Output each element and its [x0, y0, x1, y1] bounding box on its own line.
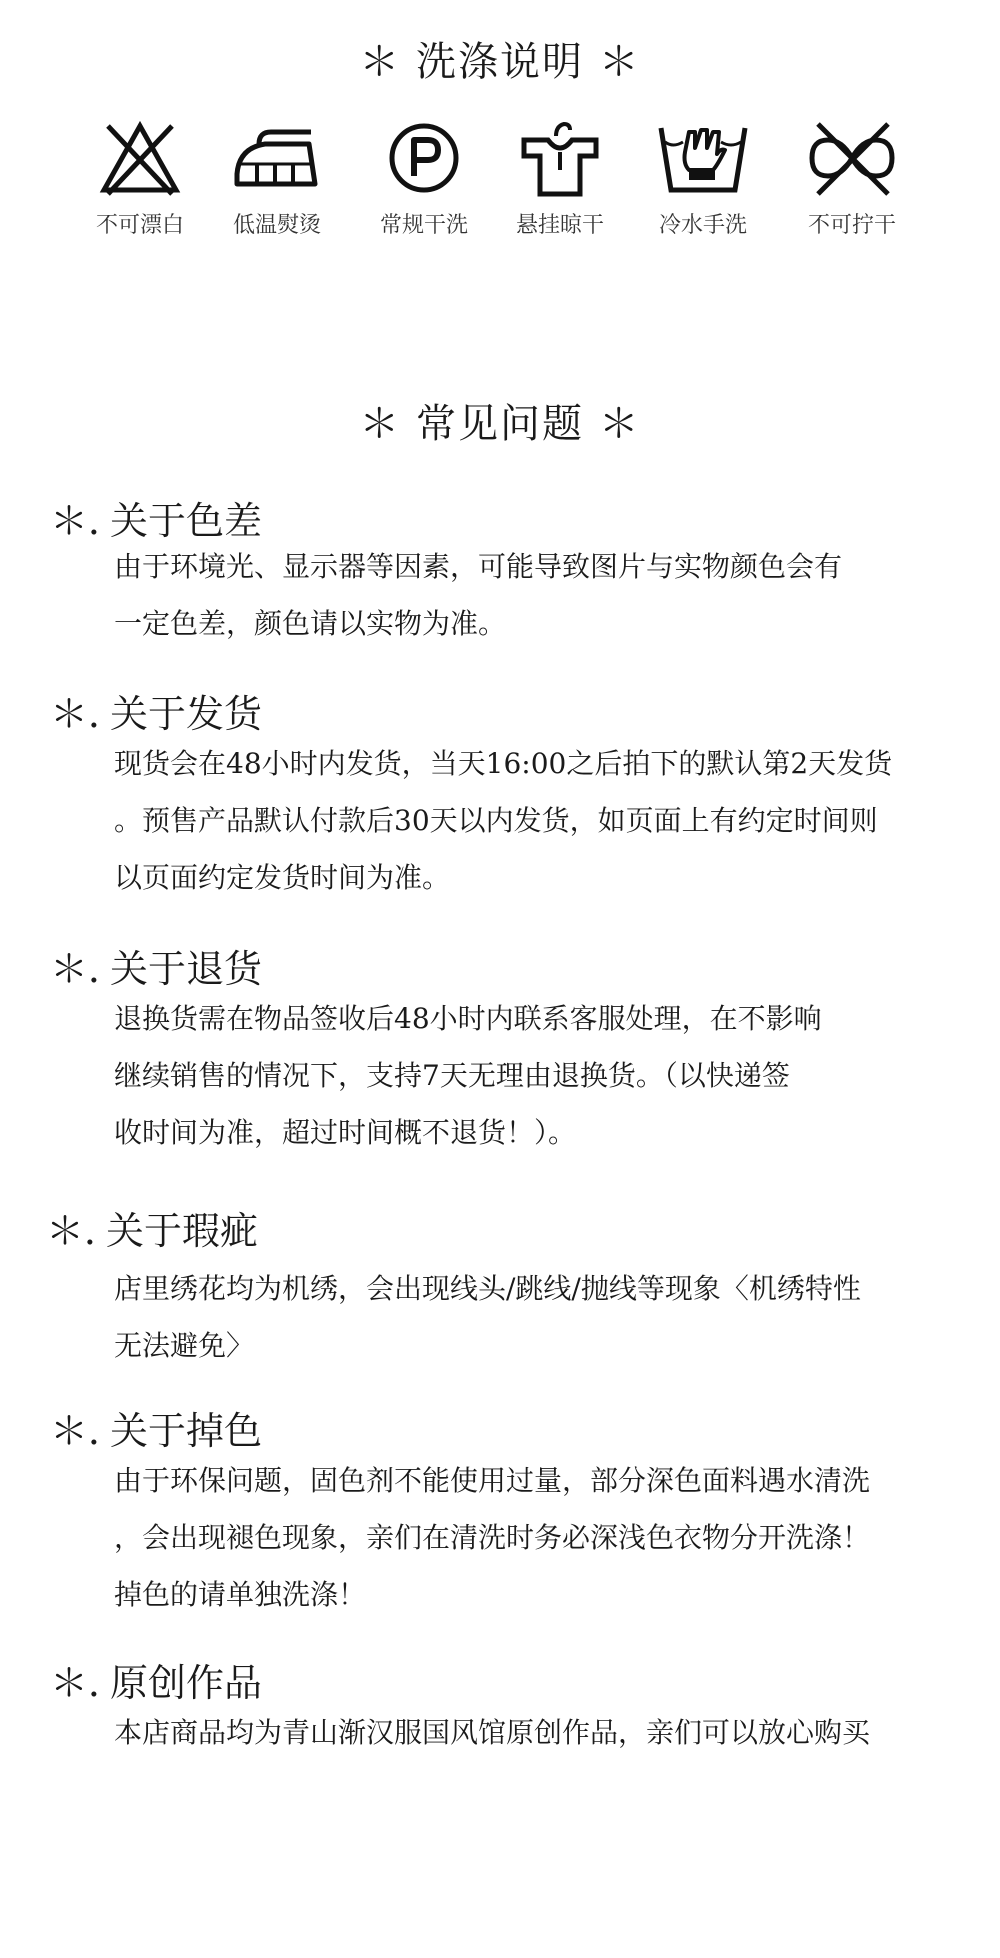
faq-body-line: ，会出现褪色现象，亲们在清洗时务必深浅色衣物分开洗涤！	[114, 1521, 871, 1554]
wash-label: 不可拧干	[807, 213, 896, 238]
faq-body-line: 一定色差，颜色请以实物为准。	[114, 607, 507, 640]
wash-label: 不可漂白	[95, 213, 184, 238]
hang-dry-icon	[512, 118, 608, 198]
faq-heading-text: 关于发货	[110, 692, 263, 736]
faq-heading-text: 关于退货	[110, 947, 263, 991]
faq-body-line: 由于环保问题，固色剂不能使用过量，部分深色面料遇水清洗	[114, 1464, 871, 1497]
wash-label: 低温熨烫	[232, 213, 321, 238]
faq-body	[114, 538, 964, 652]
wash-instructions-title: ＊ 洗涤说明 ＊	[359, 39, 641, 85]
faq-heading	[50, 490, 262, 545]
faq-body-line: 本店商品均为青山渐汉服国风馆原创作品，亲们可以放心购买	[114, 1716, 871, 1749]
faq-heading	[50, 938, 262, 993]
faq-body	[114, 735, 964, 906]
faq-heading	[50, 1652, 262, 1707]
wash-icons-row	[0, 118, 1000, 248]
faq-body-line: 以页面约定发货时间为准。	[114, 861, 451, 894]
faq-body	[114, 990, 964, 1161]
faq-body-line: 继续销售的情况下，支持7天无理由退换货。（以快递签	[114, 1059, 790, 1092]
faq-body	[114, 1260, 964, 1374]
faq-bullet: ＊．	[50, 692, 127, 736]
faq-body	[114, 1452, 964, 1623]
faq-body-line: 现货会在48小时内发货，当天16:00之后拍下的默认第2天发货	[114, 747, 893, 780]
no-wring-icon	[804, 118, 900, 198]
wash-label: 冷水手洗	[658, 213, 747, 238]
low-temp-iron-icon	[229, 118, 325, 198]
faq-body-line: 掉色的请单独洗涤！	[114, 1578, 367, 1611]
wash-item-low-temp-iron	[207, 118, 347, 239]
faq-heading	[50, 1400, 262, 1455]
wash-item-no-bleach	[70, 118, 210, 239]
faq-body-line: 收时间为准，超过时间概不退货！）。	[114, 1116, 577, 1149]
faq-heading-text: 关于瑕疵	[106, 1209, 259, 1253]
cold-hand-wash-icon	[655, 118, 751, 198]
faq-bullet: ＊．	[50, 947, 127, 991]
wash-item-dry-clean	[354, 118, 494, 239]
wash-label: 悬挂晾干	[515, 213, 604, 238]
faq-bullet: ＊．	[50, 499, 127, 543]
faq-heading	[46, 1200, 258, 1255]
wash-item-hang-dry	[490, 118, 630, 239]
faq-bullet: ＊．	[50, 1409, 127, 1453]
faq-body-line: 由于环境光、显示器等因素，可能导致图片与实物颜色会有	[114, 550, 843, 583]
faq-bullet: ＊．	[46, 1209, 123, 1253]
faq-body-line: 店里绣花均为机绣，会出现线头/跳线/抛线等现象〈机绣特性	[114, 1272, 861, 1305]
wash-label: 常规干洗	[379, 213, 468, 238]
faq-heading-text: 关于掉色	[110, 1409, 263, 1453]
faq-heading-text: 原创作品	[110, 1661, 263, 1705]
dry-clean-p-icon	[376, 118, 472, 198]
faq-body-line: 。预售产品默认付款后30天以内发货，如页面上有约定时间则	[114, 804, 878, 837]
faq-bullet: ＊．	[50, 1661, 127, 1705]
no-bleach-icon	[92, 118, 188, 198]
faq-body-line: 无法避免〉	[114, 1329, 255, 1362]
wash-item-no-wring	[782, 118, 922, 239]
faq-heading	[50, 683, 262, 738]
faq-heading-text: 关于色差	[110, 499, 263, 543]
faq-title: ＊ 常见问题 ＊	[359, 401, 641, 447]
faq-body	[114, 1704, 964, 1761]
faq-body-line: 退换货需在物品签收后48小时内联系客服处理，在不影响	[114, 1002, 822, 1035]
wash-item-cold-hand-wash	[633, 118, 773, 239]
